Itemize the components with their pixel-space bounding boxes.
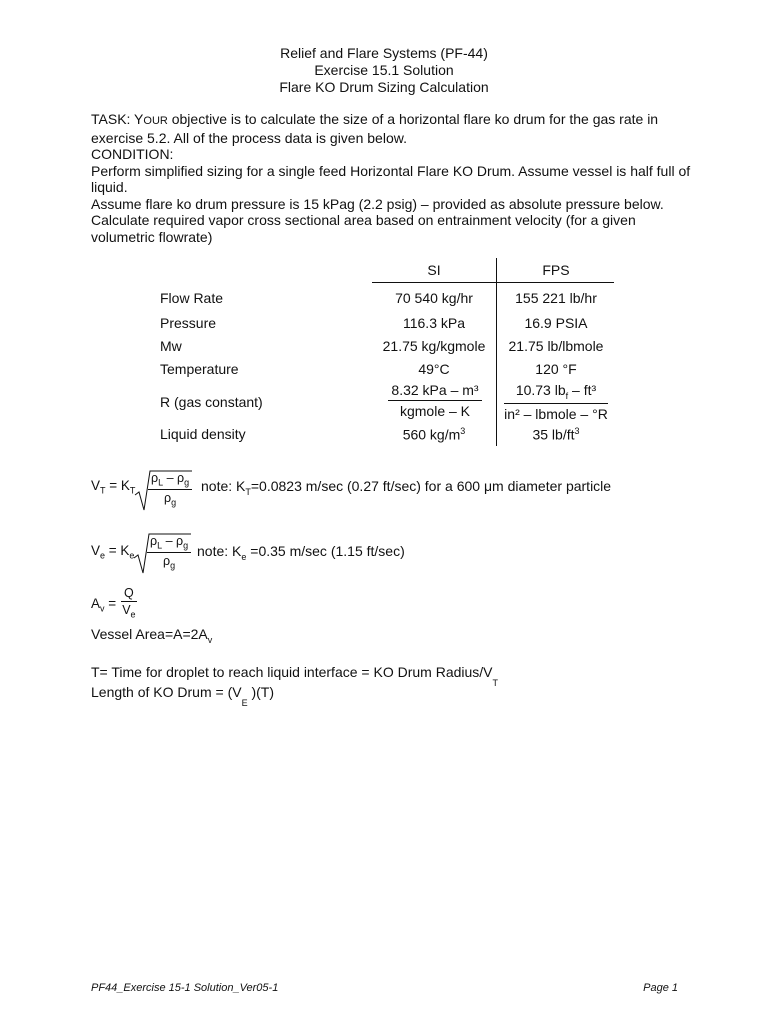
task-paragraph: TASK: YOUR objective is to calculate the size of a horizontal flare ko drum for the gas rate in exercise 5.2. All of the process data is given below. <box>91 111 659 146</box>
si-value: 70 540 kg/hr <box>395 290 473 306</box>
vapor-area-formula <box>91 586 191 626</box>
si-gas-constant-fraction <box>388 382 482 419</box>
terminal-velocity-formula <box>91 470 651 514</box>
row-label: Pressure <box>160 315 217 331</box>
si-value: 116.3 kPa <box>402 315 465 331</box>
entrainment-velocity-formula <box>91 533 651 577</box>
footer-page-number: Page 1 <box>643 982 678 994</box>
row-label: Liquid density <box>160 426 246 442</box>
header-rule <box>372 282 614 283</box>
condition-line: Calculate required vapor cross sectional area based on entrainment velocity (for a given volumetric flowrate) <box>91 212 636 245</box>
course-title: Relief and Flare Systems (PF-44) <box>280 45 488 61</box>
calculation-title: Flare KO Drum Sizing Calculation <box>279 79 489 95</box>
si-value: 21.75 kg/kgmole <box>382 338 486 354</box>
si-value: 49°C <box>418 361 450 377</box>
density-ratio-fraction: $\frac{\rho_L - \rho_g}{\rho_g}$ <box>148 471 192 507</box>
row-label: R (gas constant) <box>160 394 263 410</box>
formula-lhs: $V_T = K_T$ <box>91 478 136 496</box>
row-label: Flow Rate <box>160 290 224 306</box>
formula-lhs: $A_v$ = <box>91 596 117 614</box>
formula-note: note: $K_T=0.0823$ m/sec (0.27 ft/sec) for a 600 μm diameter particle <box>201 478 612 497</box>
fraction-numerator: 10.73 $lb_f - ft^3$ <box>504 382 608 404</box>
formula-lhs: $V_e = K_e$ <box>91 543 135 561</box>
fps-gas-constant-fraction <box>504 382 608 422</box>
footer-filename: PF44_Exercise 15-1 Solution_Ver05-1 <box>91 982 279 994</box>
fraction-denominator: in² – lbmole – °R <box>504 405 608 422</box>
fraction-denominator: kgmole – K <box>399 403 471 419</box>
task-section <box>91 111 691 245</box>
fps-value: 21.75 lb/lbmole <box>508 338 604 354</box>
condition-line: Assume flare ko drum pressure is 15 kPag (2.2 psig) – provided as absolute pressure below. <box>91 195 664 212</box>
document-header <box>0 45 768 96</box>
formula-note: note: $K_e =0.35$ m/sec (1.15 ft/sec) <box>197 543 405 562</box>
drum-length-line: Length of KO Drum = ($V_E$ )(T) <box>91 684 275 708</box>
fps-value: 155 221 lb/hr <box>515 290 597 306</box>
row-label: Temperature <box>160 361 239 377</box>
fps-value: 16.9 PSIA <box>524 315 588 331</box>
condition-label: CONDITION: <box>91 146 174 162</box>
fps-value: 120 °F <box>535 361 577 377</box>
vessel-area-line: Vessel $Area=A=2A_v$ <box>91 626 213 645</box>
fraction-numerator: 8.32 kPa – m³ <box>388 382 482 401</box>
column-header-fps: FPS <box>542 262 570 278</box>
time-definition-line: T= Time for droplet to reach liquid interface = KO Drum Radius/$V_T$ <box>91 664 499 688</box>
si-value: 560 $kg/m^3$ <box>402 426 466 443</box>
row-label: Mw <box>160 338 182 354</box>
condition-line: Perform simplified sizing for a single feed Horizontal Flare KO Drum. Assume vessel is half full of liquid. <box>91 162 691 195</box>
flow-velocity-fraction: $\frac{Q}{V_e}$ <box>122 586 136 620</box>
density-ratio-fraction: $\frac{\rho_L - \rho_g}{\rho_g}$ <box>147 534 191 570</box>
column-header-si: SI <box>427 262 441 278</box>
exercise-title: Exercise 15.1 Solution <box>314 62 454 78</box>
fps-value: 35 $lb/ft^3$ <box>532 426 580 443</box>
